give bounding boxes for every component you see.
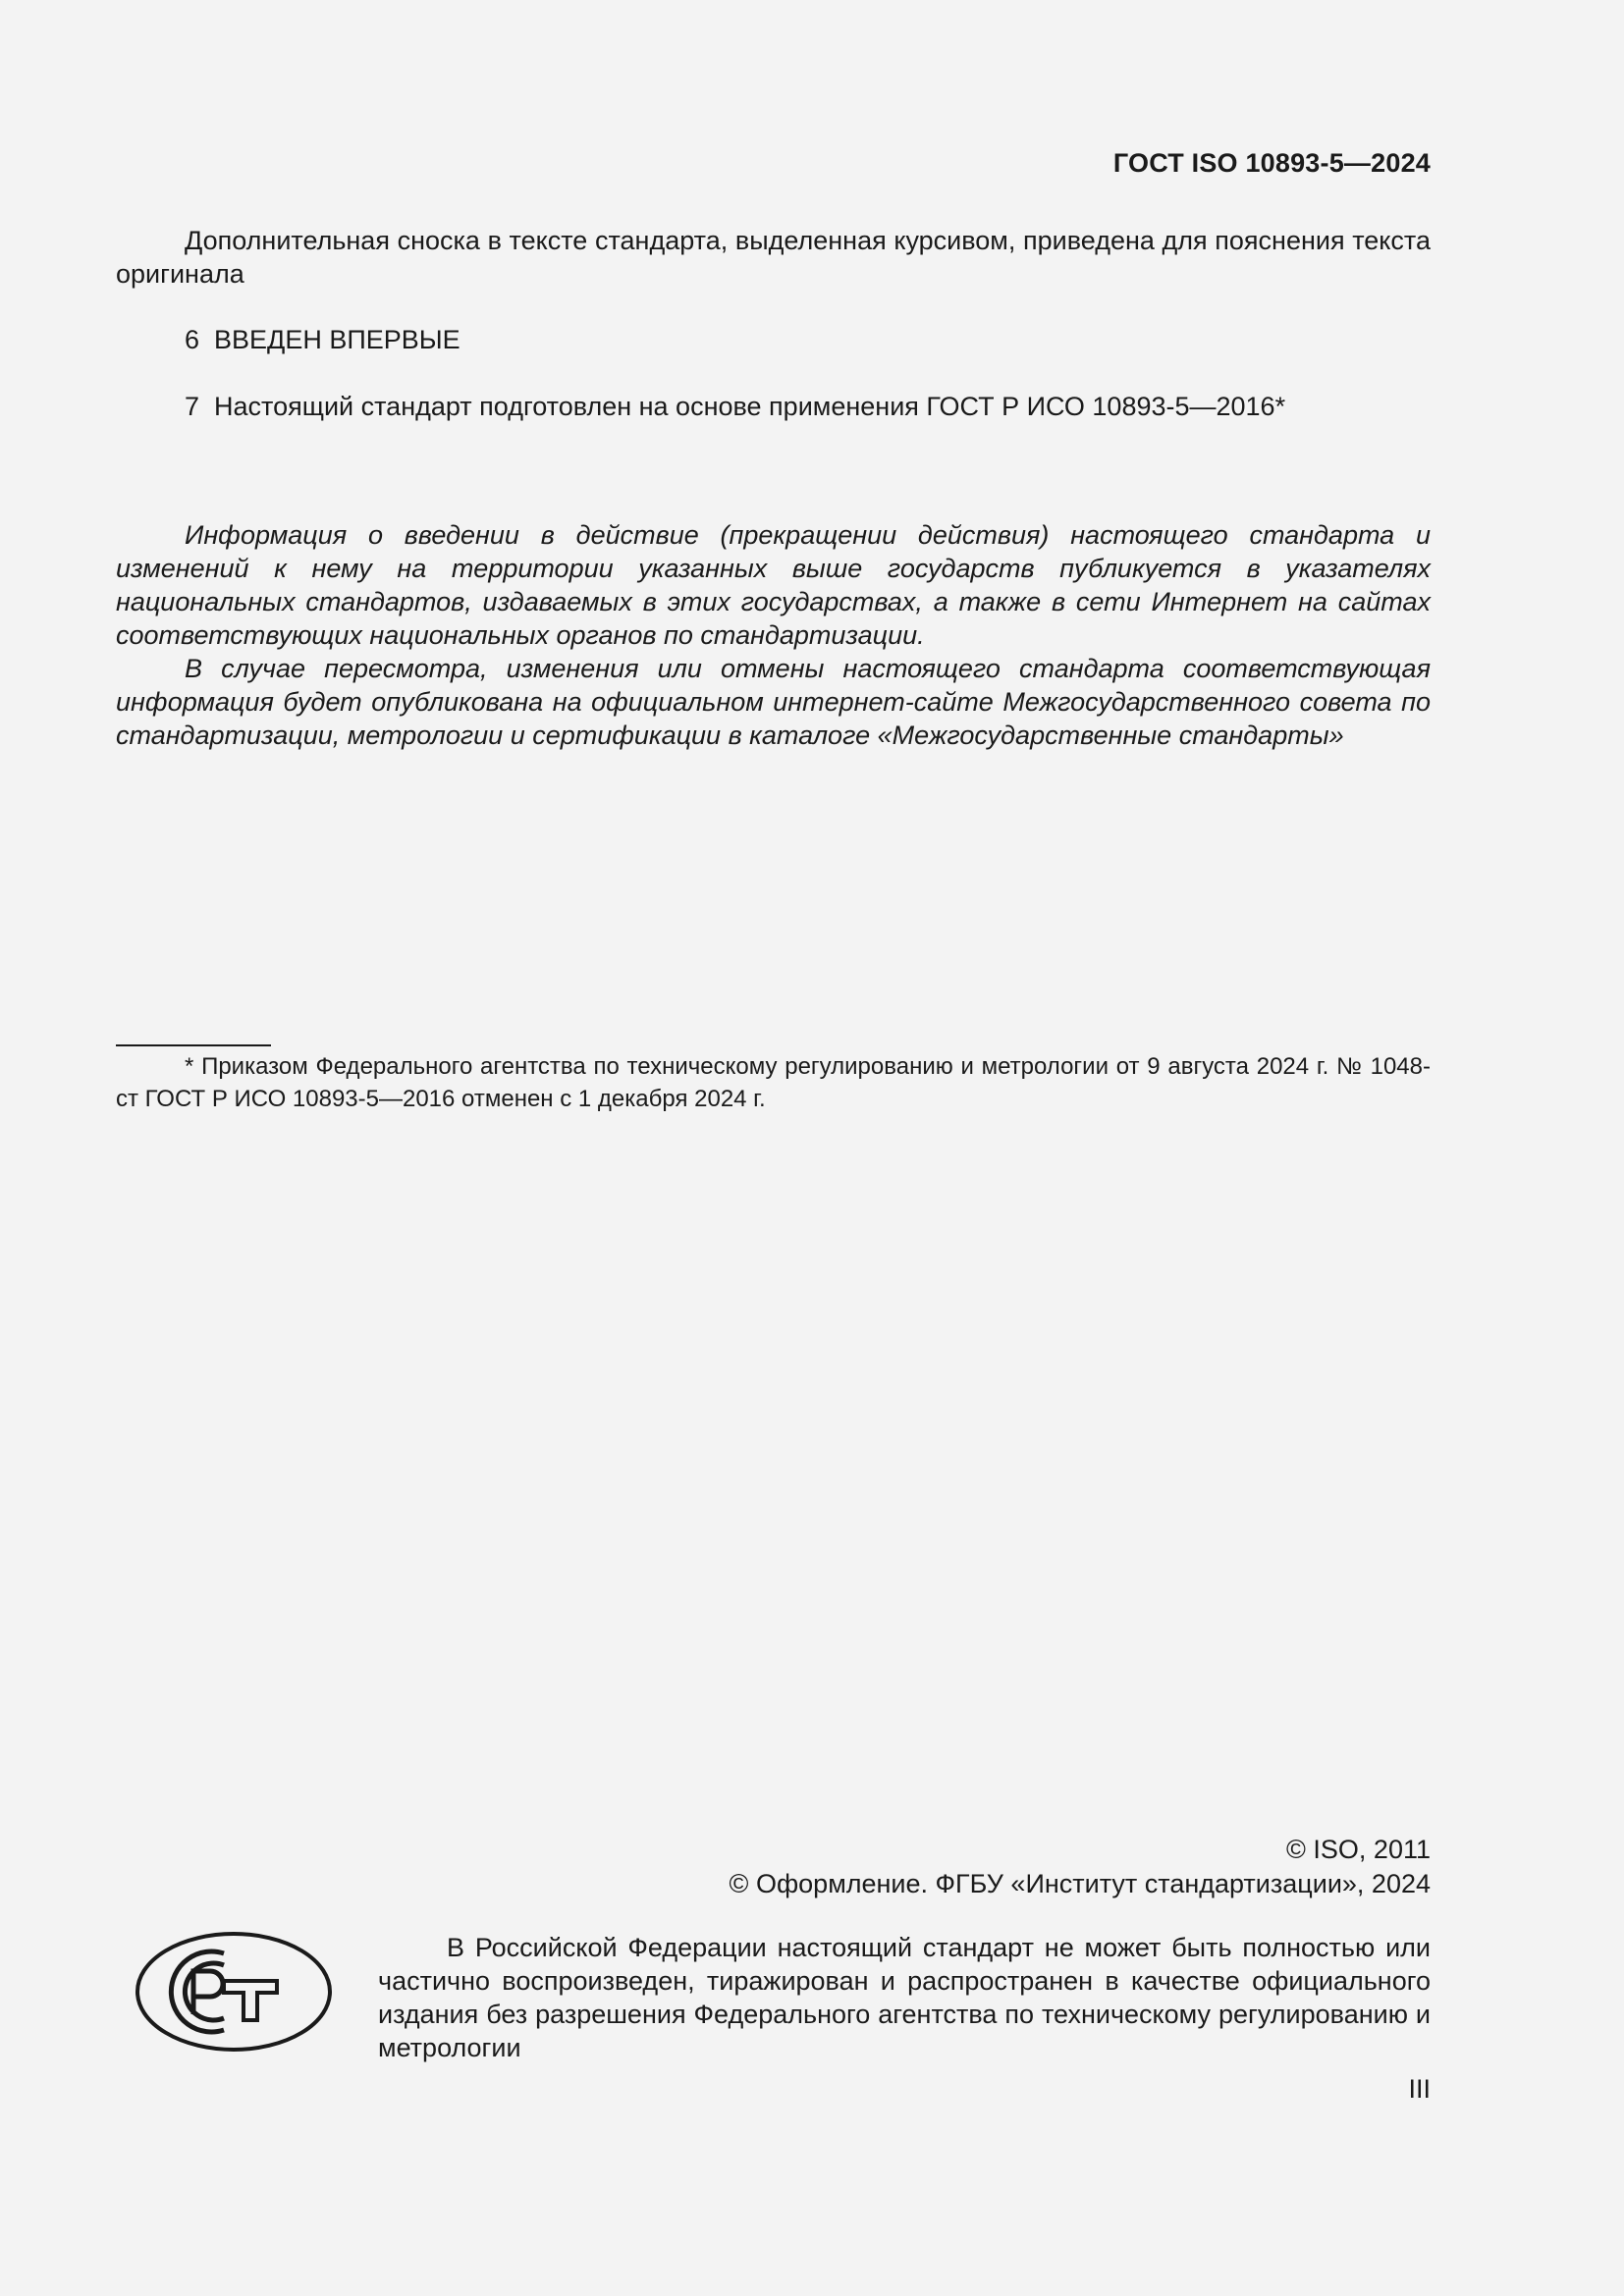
copyright-block — [730, 1833, 1431, 1901]
implementation-info-paragraph-2: В случае пересмотра, изменения или отмены настоящего стандарта соответствующая информация будет опубликована на официальном интернет-сайте Межгосударственного совета по стандартизации, метрологии и сертификации в каталоге «Межгосударственные стандарты» — [116, 654, 1431, 750]
implementation-info — [116, 518, 1431, 752]
item-7-text: 7 Настоящий стандарт подготовлен на основе применения ГОСТ Р ИСО 10893-5—2016* — [185, 392, 1286, 421]
copyright-iso: © ISO, 2011 — [1286, 1835, 1431, 1864]
copyright-design: © Оформление. ФГБУ «Институт стандартизации», 2024 — [729, 1869, 1431, 1898]
item-6 — [116, 323, 1431, 356]
item-6-text: 6 ВВЕДЕН ВПЕРВЫЕ — [185, 325, 460, 354]
standard-code-header: ГОСТ ISO 10893-5—2024 — [1112, 148, 1431, 178]
footnote-text: * Приказом Федерального агентства по техническому регулированию и метрологии от 9 августа 2024 г. № 1048-ст ГОСТ Р ИСО 10893-5—2016 отменен с 1 декабря 2024 г. — [116, 1053, 1431, 1112]
footnote-divider — [116, 1044, 271, 1046]
page-number: III — [1408, 2074, 1431, 2104]
translation-note — [116, 224, 1431, 291]
implementation-info-paragraph-1: Информация о введении в действие (прекращении действия) настоящего стандарта и изменений к нему на территории указанных выше государств публикуется в указателях национальных стандартов, издаваемых в этих государствах, а также в сети Интернет на сайтах соответствующих национальных органов по стандартизации. — [116, 520, 1431, 650]
reproduction-rights-notice: В Российской Федерации настоящий стандарт не может быть полностью или частично воспроизведен, тиражирован и распространен в качестве официального издания без разрешения Федерального агентства по техническому регулированию и метрологии — [378, 1933, 1431, 2062]
item-7 — [116, 390, 1431, 423]
rst-logo-svg — [134, 1930, 334, 2054]
rst-certification-mark-icon — [134, 1930, 334, 2054]
translation-note-text: Дополнительная сноска в тексте стандарта, выделенная курсивом, приведена для пояснения текста оригинала — [116, 226, 1431, 289]
